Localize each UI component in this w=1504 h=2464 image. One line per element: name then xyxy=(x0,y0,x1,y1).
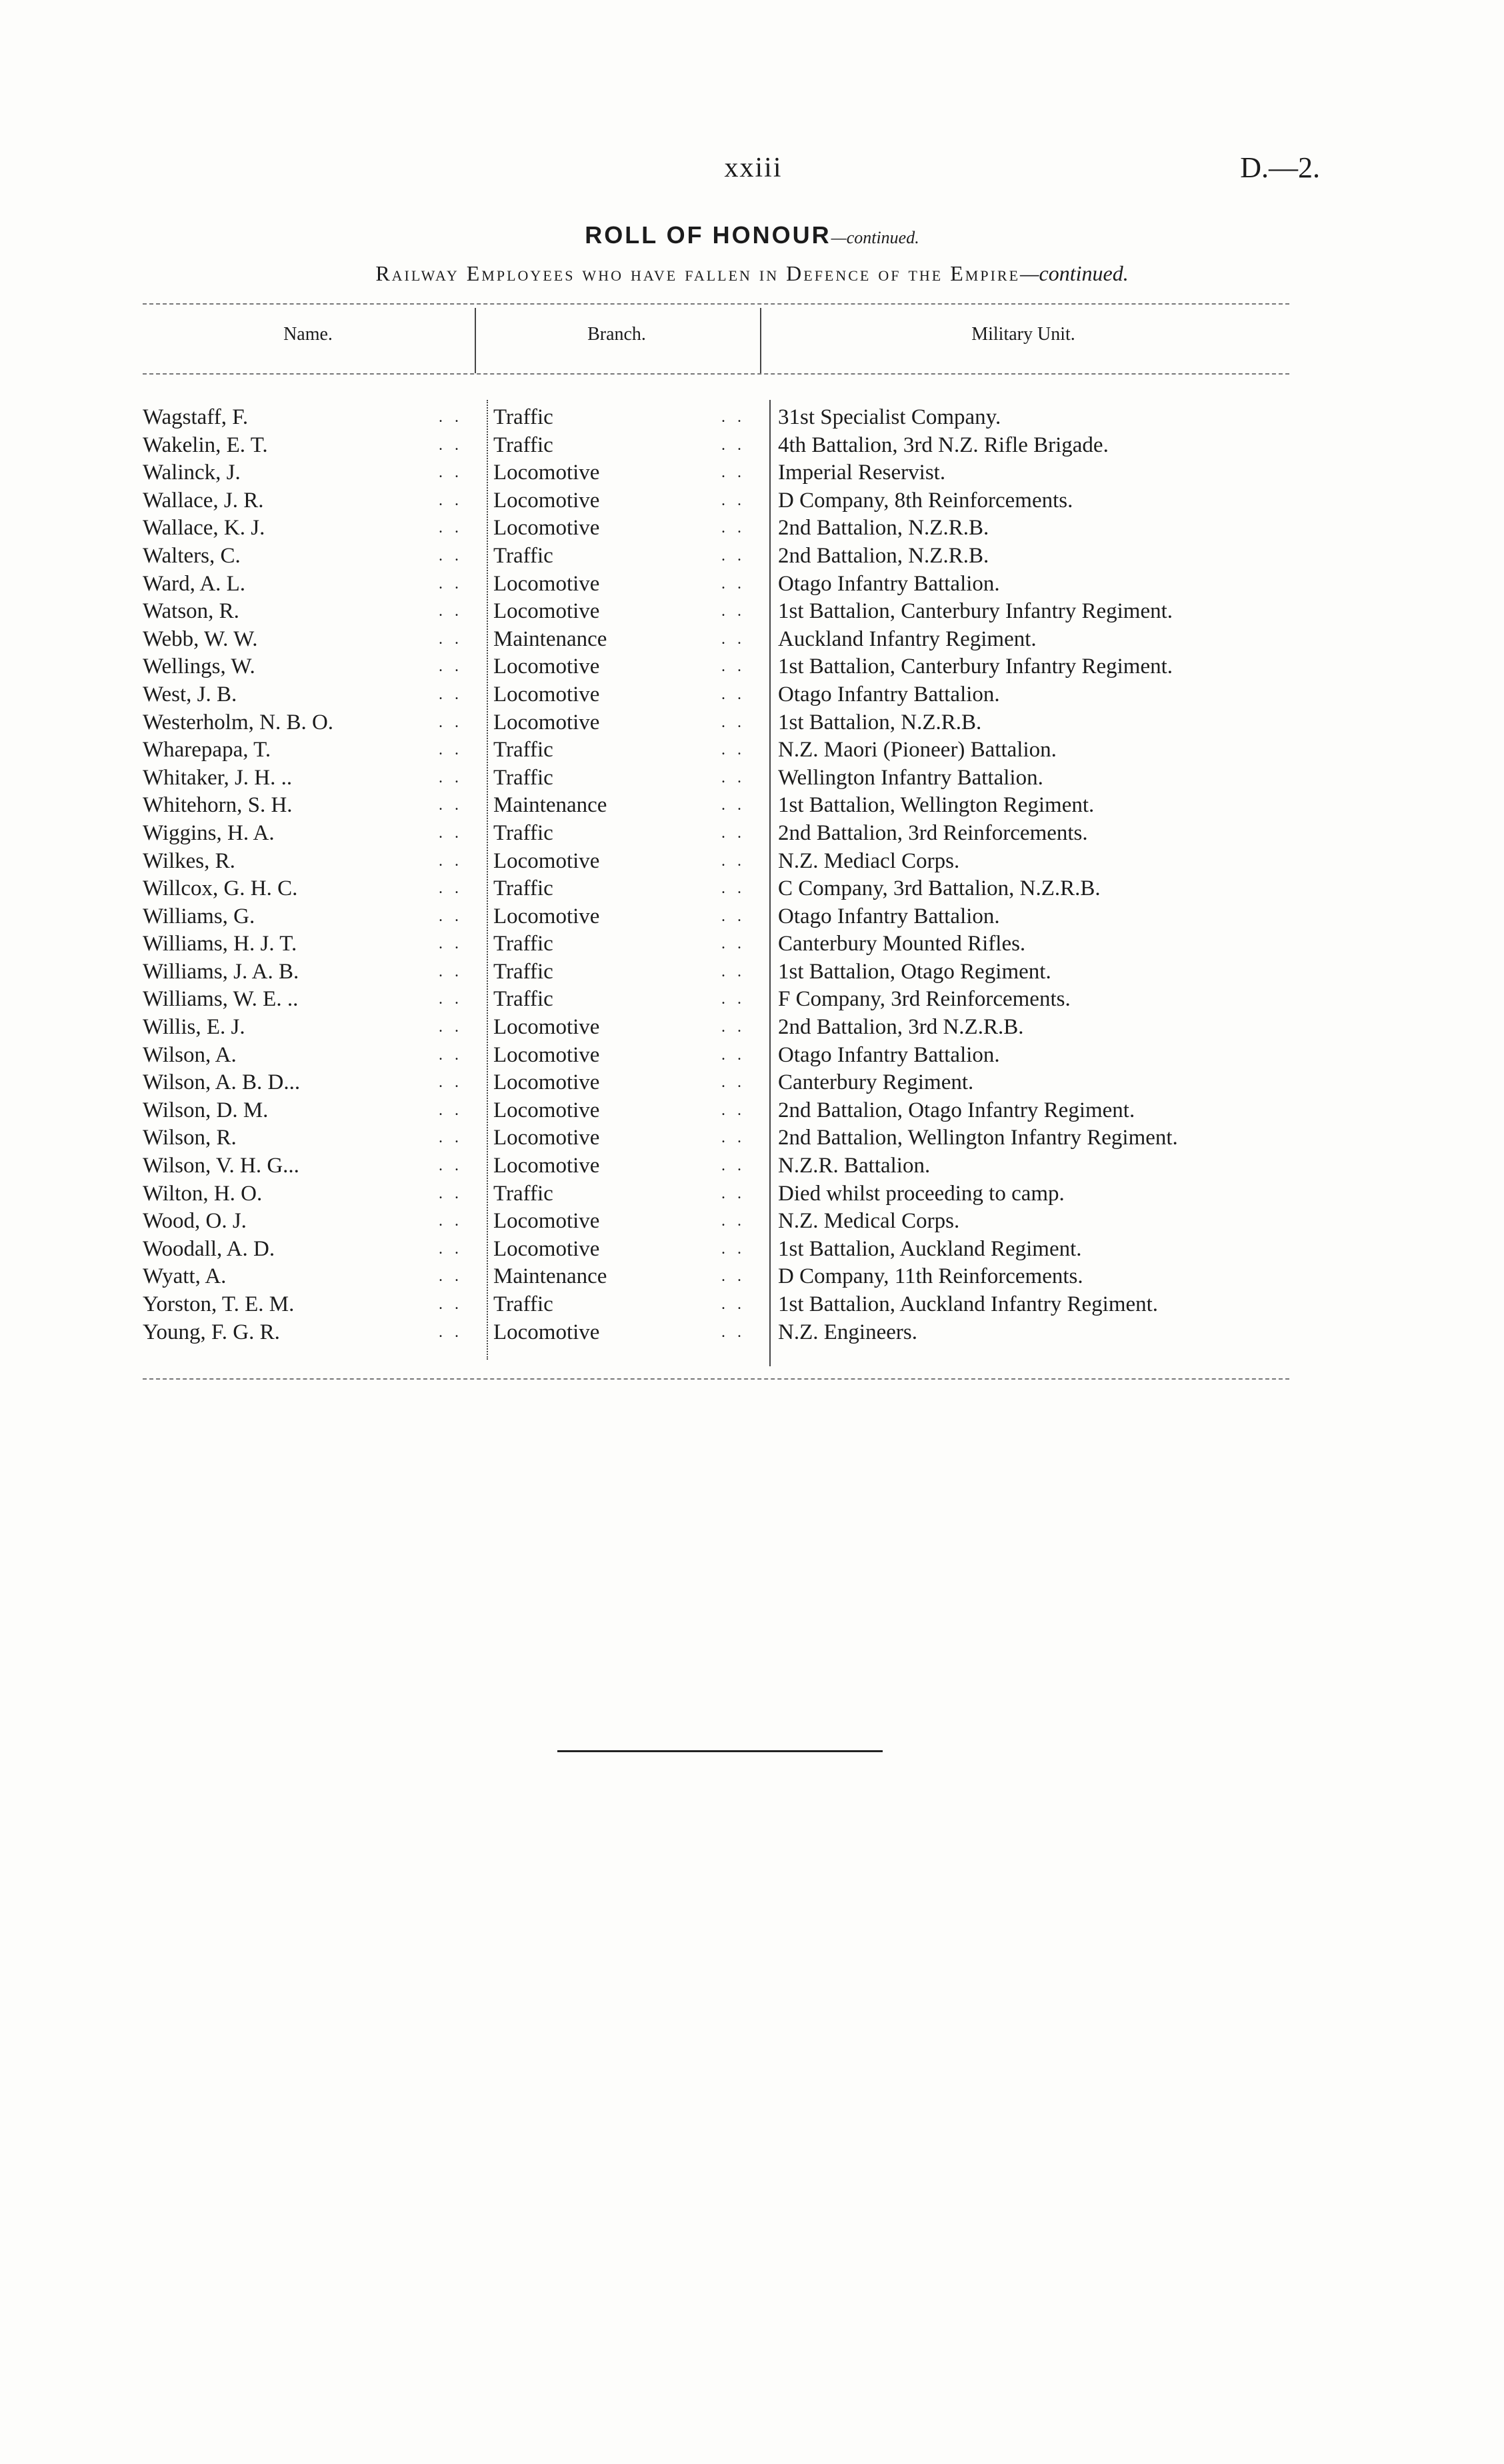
leader-dots: . . xyxy=(721,824,745,842)
header-top-rule xyxy=(143,303,1289,305)
branch-cell: Locomotive xyxy=(493,1236,600,1261)
leader-dots: . . xyxy=(439,1323,463,1341)
military-unit-cell: 31st Specialist Company. xyxy=(778,405,1001,429)
branch-cell: Locomotive xyxy=(493,904,600,928)
name-cell: Wilson, A. B. D... xyxy=(143,1070,301,1095)
table-row xyxy=(0,1236,1504,1264)
military-unit-cell: Auckland Infantry Regiment. xyxy=(778,626,1037,651)
military-unit-cell: 2nd Battalion, Otago Infantry Regiment. xyxy=(778,1098,1135,1122)
leader-dots: . . xyxy=(721,713,745,731)
leader-dots: . . xyxy=(439,1101,463,1119)
leader-dots: . . xyxy=(721,1268,745,1286)
name-cell: Walters, C. xyxy=(143,543,241,568)
leader-dots: . . xyxy=(439,464,463,482)
name-cell: Williams, G. xyxy=(143,904,255,928)
branch-cell: Locomotive xyxy=(493,710,600,734)
leader-dots: . . xyxy=(721,1184,745,1202)
branch-cell: Locomotive xyxy=(493,682,600,706)
table-row xyxy=(0,1180,1504,1208)
column-header-branch: Branch. xyxy=(587,324,646,345)
branch-cell: Traffic xyxy=(493,405,553,429)
name-cell: Williams, J. A. B. xyxy=(143,959,299,984)
table-row xyxy=(0,1152,1504,1180)
document-reference: D.—2. xyxy=(1240,151,1320,184)
table-row xyxy=(0,930,1504,958)
leader-dots: . . xyxy=(721,1046,745,1064)
table-row xyxy=(0,459,1504,487)
name-cell: Wilson, D. M. xyxy=(143,1098,269,1122)
military-unit-cell: N.Z. Engineers. xyxy=(778,1320,917,1344)
name-cell: Wood, O. J. xyxy=(143,1209,247,1234)
military-unit-cell: 1st Battalion, Canterbury Infantry Regiment. xyxy=(778,654,1173,679)
leader-dots: . . xyxy=(439,658,463,676)
leader-dots: . . xyxy=(439,1018,463,1036)
leader-dots: . . xyxy=(721,935,745,953)
name-cell: Whitaker, J. H. .. xyxy=(143,765,293,790)
table-row xyxy=(0,571,1504,599)
name-cell: Westerholm, N. B. O. xyxy=(143,710,334,734)
leader-dots: . . xyxy=(439,519,463,537)
table-row xyxy=(0,1319,1504,1347)
branch-cell: Locomotive xyxy=(493,1070,600,1095)
leader-dots: . . xyxy=(721,658,745,676)
leader-dots: . . xyxy=(439,1212,463,1230)
leader-dots: . . xyxy=(721,907,745,925)
military-unit-cell: 1st Battalion, Otago Regiment. xyxy=(778,959,1051,984)
name-cell: Webb, W. W. xyxy=(143,626,258,651)
table-row xyxy=(0,736,1504,764)
leader-dots: . . xyxy=(439,547,463,565)
table-row xyxy=(0,1263,1504,1291)
branch-cell: Locomotive xyxy=(493,1126,600,1150)
branch-cell: Locomotive xyxy=(493,599,600,624)
military-unit-cell: 1st Battalion, Canterbury Infantry Regiment. xyxy=(778,599,1173,624)
military-unit-cell: 1st Battalion, N.Z.R.B. xyxy=(778,710,982,734)
roll-table xyxy=(0,404,1504,1346)
title-continued: —continued. xyxy=(831,228,919,247)
leader-dots: . . xyxy=(721,962,745,980)
military-unit-cell: 2nd Battalion, 3rd N.Z.R.B. xyxy=(778,1015,1024,1040)
military-unit-cell: F Company, 3rd Reinforcements. xyxy=(778,987,1071,1012)
military-unit-cell: N.Z. Maori (Pioneer) Battalion. xyxy=(778,738,1057,762)
table-row xyxy=(0,875,1504,903)
leader-dots: . . xyxy=(721,1129,745,1147)
branch-cell: Traffic xyxy=(493,876,553,901)
branch-cell: Locomotive xyxy=(493,571,600,596)
branch-cell: Locomotive xyxy=(493,516,600,541)
military-unit-cell: 2nd Battalion, N.Z.R.B. xyxy=(778,516,989,541)
branch-cell: Locomotive xyxy=(493,1098,600,1122)
table-row xyxy=(0,764,1504,792)
branch-cell: Locomotive xyxy=(493,461,600,485)
table-row xyxy=(0,487,1504,515)
branch-cell: Maintenance xyxy=(493,626,607,651)
leader-dots: . . xyxy=(439,880,463,898)
leader-dots: . . xyxy=(721,409,745,426)
leader-dots: . . xyxy=(721,575,745,593)
leader-dots: . . xyxy=(439,907,463,925)
branch-cell: Traffic xyxy=(493,765,553,790)
name-cell: Wiggins, H. A. xyxy=(143,820,275,845)
military-unit-cell: 2nd Battalion, 3rd Reinforcements. xyxy=(778,820,1088,845)
leader-dots: . . xyxy=(439,575,463,593)
name-cell: Wharepapa, T. xyxy=(143,738,271,762)
leader-dots: . . xyxy=(721,880,745,898)
branch-cell: Locomotive xyxy=(493,654,600,679)
table-row xyxy=(0,1208,1504,1236)
military-unit-cell: N.Z.R. Battalion. xyxy=(778,1154,931,1178)
name-cell: Walinck, J. xyxy=(143,461,241,485)
military-unit-cell: Otago Infantry Battalion. xyxy=(778,682,1000,706)
name-cell: Wagstaff, F. xyxy=(143,405,249,429)
subtitle-text: Railway Employees who have fallen in Defence of the Empire xyxy=(375,261,1021,285)
name-cell: Wilkes, R. xyxy=(143,848,235,873)
branch-cell: Locomotive xyxy=(493,1209,600,1234)
leader-dots: . . xyxy=(721,685,745,703)
leader-dots: . . xyxy=(439,713,463,731)
leader-dots: . . xyxy=(721,1157,745,1175)
page-title xyxy=(0,221,1504,249)
name-cell: Whitehorn, S. H. xyxy=(143,793,293,818)
military-unit-cell: C Company, 3rd Battalion, N.Z.R.B. xyxy=(778,876,1101,901)
branch-cell: Locomotive xyxy=(493,488,600,513)
column-header-name: Name. xyxy=(283,324,333,345)
name-cell: Wilson, V. H. G... xyxy=(143,1154,299,1178)
leader-dots: . . xyxy=(721,603,745,620)
military-unit-cell: Imperial Reservist. xyxy=(778,461,946,485)
leader-dots: . . xyxy=(721,852,745,870)
name-cell: Wellings, W. xyxy=(143,654,255,679)
name-cell: Wyatt, A. xyxy=(143,1264,227,1289)
branch-cell: Locomotive xyxy=(493,1320,600,1344)
leader-dots: . . xyxy=(439,1296,463,1313)
table-row xyxy=(0,986,1504,1014)
leader-dots: . . xyxy=(439,768,463,786)
name-cell: Williams, H. J. T. xyxy=(143,932,297,956)
leader-dots: . . xyxy=(439,685,463,703)
name-cell: Williams, W. E. .. xyxy=(143,987,299,1012)
military-unit-cell: N.Z. Mediacl Corps. xyxy=(778,848,960,873)
title-text: ROLL OF HONOUR xyxy=(585,221,831,249)
leader-dots: . . xyxy=(721,491,745,509)
branch-cell: Maintenance xyxy=(493,1264,607,1289)
leader-dots: . . xyxy=(721,1018,745,1036)
leader-dots: . . xyxy=(721,1240,745,1258)
table-row xyxy=(0,1097,1504,1125)
branch-cell: Traffic xyxy=(493,433,553,457)
leader-dots: . . xyxy=(721,990,745,1008)
leader-dots: . . xyxy=(721,1323,745,1341)
table-row xyxy=(0,958,1504,986)
military-unit-cell: 1st Battalion, Wellington Regiment. xyxy=(778,793,1095,818)
table-row xyxy=(0,598,1504,626)
leader-dots: . . xyxy=(439,824,463,842)
name-cell: Ward, A. L. xyxy=(143,571,246,596)
leader-dots: . . xyxy=(721,741,745,759)
table-row xyxy=(0,1124,1504,1152)
branch-cell: Traffic xyxy=(493,1292,553,1316)
branch-cell: Traffic xyxy=(493,738,553,762)
name-cell: Wilson, R. xyxy=(143,1126,237,1150)
name-cell: Watson, R. xyxy=(143,599,239,624)
branch-cell: Locomotive xyxy=(493,848,600,873)
leader-dots: . . xyxy=(439,1129,463,1147)
leader-dots: . . xyxy=(439,630,463,648)
branch-cell: Traffic xyxy=(493,987,553,1012)
military-unit-cell: 2nd Battalion, Wellington Infantry Regiment. xyxy=(778,1126,1178,1150)
leader-dots: . . xyxy=(439,409,463,426)
leader-dots: . . xyxy=(721,796,745,814)
branch-cell: Traffic xyxy=(493,543,553,568)
leader-dots: . . xyxy=(439,1157,463,1175)
military-unit-cell: 1st Battalion, Auckland Regiment. xyxy=(778,1236,1082,1261)
military-unit-cell: Died whilst proceeding to camp. xyxy=(778,1181,1065,1206)
table-row xyxy=(0,1291,1504,1319)
military-unit-cell: Otago Infantry Battalion. xyxy=(778,904,1000,928)
military-unit-cell: D Company, 11th Reinforcements. xyxy=(778,1264,1083,1289)
leader-dots: . . xyxy=(721,630,745,648)
leader-dots: . . xyxy=(439,1074,463,1092)
leader-dots: . . xyxy=(721,519,745,537)
name-cell: Wakelin, E. T. xyxy=(143,433,268,457)
table-row xyxy=(0,515,1504,543)
branch-cell: Traffic xyxy=(493,820,553,845)
leader-dots: . . xyxy=(439,796,463,814)
leader-dots: . . xyxy=(439,962,463,980)
leader-dots: . . xyxy=(721,768,745,786)
military-unit-cell: 1st Battalion, Auckland Infantry Regiment. xyxy=(778,1292,1159,1316)
name-cell: Wallace, J. R. xyxy=(143,488,264,513)
table-row xyxy=(0,1014,1504,1042)
table-bottom-rule xyxy=(143,1378,1289,1380)
military-unit-cell: D Company, 8th Reinforcements. xyxy=(778,488,1073,513)
table-row xyxy=(0,848,1504,876)
table-row xyxy=(0,1069,1504,1097)
table-row xyxy=(0,709,1504,737)
leader-dots: . . xyxy=(721,1074,745,1092)
military-unit-cell: Otago Infantry Battalion. xyxy=(778,1042,1000,1067)
leader-dots: . . xyxy=(439,852,463,870)
header-bottom-rule xyxy=(143,373,1289,375)
military-unit-cell: Wellington Infantry Battalion. xyxy=(778,765,1043,790)
table-row xyxy=(0,820,1504,848)
name-cell: Wilson, A. xyxy=(143,1042,237,1067)
military-unit-cell: Canterbury Mounted Rifles. xyxy=(778,932,1026,956)
military-unit-cell: 2nd Battalion, N.Z.R.B. xyxy=(778,543,989,568)
branch-cell: Maintenance xyxy=(493,793,607,818)
name-cell: Woodall, A. D. xyxy=(143,1236,275,1261)
table-row xyxy=(0,543,1504,571)
leader-dots: . . xyxy=(721,547,745,565)
leader-dots: . . xyxy=(439,436,463,454)
branch-cell: Locomotive xyxy=(493,1042,600,1067)
subtitle-continued: —continued. xyxy=(1020,261,1129,285)
name-cell: Willcox, G. H. C. xyxy=(143,876,298,901)
leader-dots: . . xyxy=(439,1240,463,1258)
page-number: xxiii xyxy=(724,153,783,183)
leader-dots: . . xyxy=(439,990,463,1008)
leader-dots: . . xyxy=(439,1268,463,1286)
table-row xyxy=(0,432,1504,460)
closing-rule xyxy=(557,1750,883,1752)
branch-cell: Locomotive xyxy=(493,1154,600,1178)
leader-dots: . . xyxy=(439,935,463,953)
leader-dots: . . xyxy=(439,1184,463,1202)
leader-dots: . . xyxy=(439,603,463,620)
leader-dots: . . xyxy=(439,1046,463,1064)
table-row xyxy=(0,681,1504,709)
leader-dots: . . xyxy=(721,436,745,454)
branch-cell: Traffic xyxy=(493,959,553,984)
name-cell: Willis, E. J. xyxy=(143,1015,245,1040)
name-cell: Yorston, T. E. M. xyxy=(143,1292,295,1316)
leader-dots: . . xyxy=(721,1296,745,1313)
branch-cell: Locomotive xyxy=(493,1015,600,1040)
name-cell: Young, F. G. R. xyxy=(143,1320,280,1344)
leader-dots: . . xyxy=(721,1101,745,1119)
branch-cell: Traffic xyxy=(493,1181,553,1206)
name-cell: Wallace, K. J. xyxy=(143,516,265,541)
page-subtitle xyxy=(0,261,1504,286)
military-unit-cell: 4th Battalion, 3rd N.Z. Rifle Brigade. xyxy=(778,433,1109,457)
military-unit-cell: Canterbury Regiment. xyxy=(778,1070,974,1095)
name-cell: West, J. B. xyxy=(143,682,237,706)
table-row xyxy=(0,1042,1504,1070)
military-unit-cell: N.Z. Medical Corps. xyxy=(778,1209,960,1234)
leader-dots: . . xyxy=(439,491,463,509)
table-row xyxy=(0,792,1504,820)
leader-dots: . . xyxy=(721,464,745,482)
table-row xyxy=(0,404,1504,432)
table-row xyxy=(0,903,1504,931)
leader-dots: . . xyxy=(439,741,463,759)
table-row xyxy=(0,653,1504,681)
branch-cell: Traffic xyxy=(493,932,553,956)
leader-dots: . . xyxy=(721,1212,745,1230)
military-unit-cell: Otago Infantry Battalion. xyxy=(778,571,1000,596)
name-cell: Wilton, H. O. xyxy=(143,1181,263,1206)
column-header-unit: Military Unit. xyxy=(971,324,1075,345)
table-row xyxy=(0,626,1504,654)
